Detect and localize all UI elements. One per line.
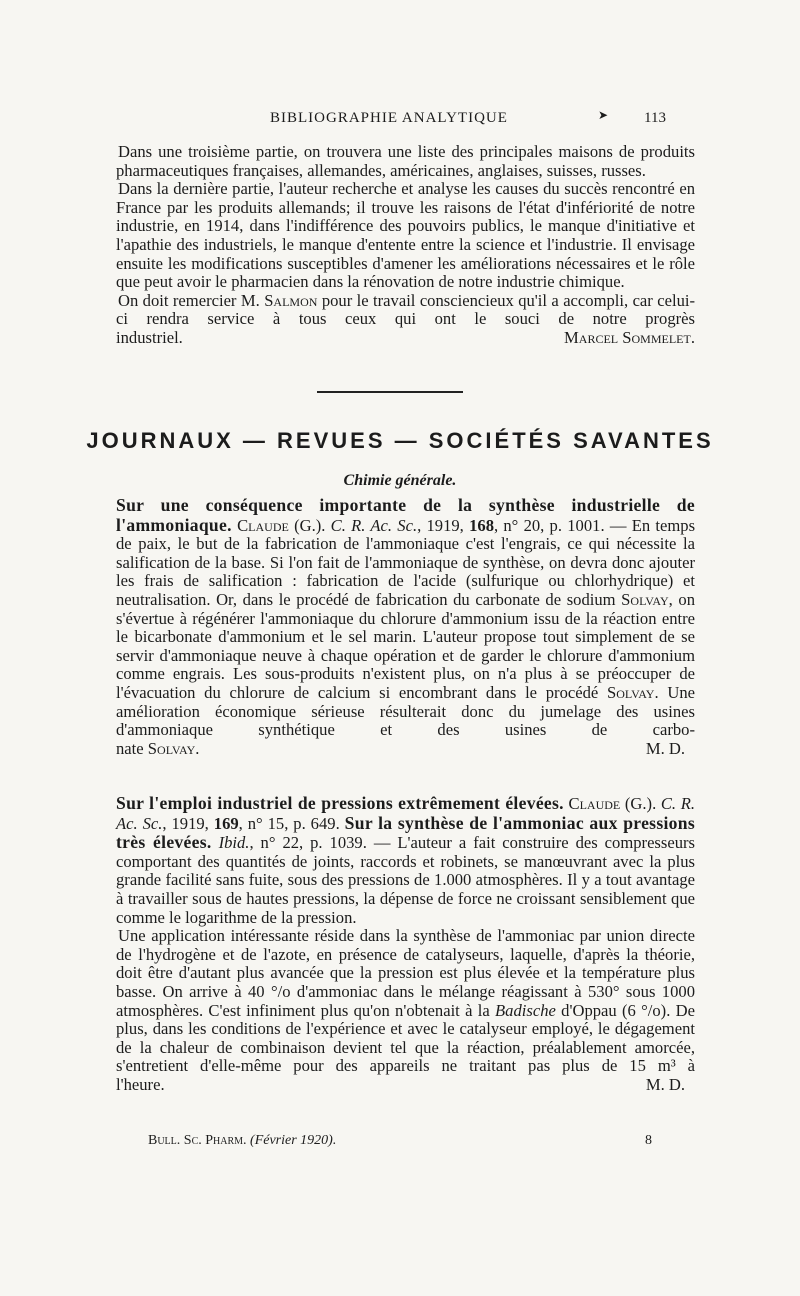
reviewer-signature: Marcel Sommelet. bbox=[564, 327, 695, 347]
article-author: Claude bbox=[237, 515, 289, 535]
paragraph: Une application intéressante réside dans la synthèse de l'ammoniac par union directe de l'hydrogène et de l'azote, en présence de catalyseurs, laquelle, d'après la théorie, doit être d'autant plus avancée que la pression est plus élevée et la température plus basse. On arrive à 40 °/o d'ammoniac dans le mélange réagissant à 530° sous 1000 atmosphères. C'est infiniment plus qu'on n'obtenait à la Badische d'Oppau (6 °/o). De plus, dans les conditions de l'expérience et avec le catalyseur employé, le dégagement de la chaleur de combinaison devient tel que la réaction, préalablement amorcée, s'entretient d'elle-même pour des appareils ne traitant pas plus de 15 m³ à bbox=[116, 926, 695, 1076]
running-header bbox=[0, 110, 800, 132]
section-heading: JOURNAUX — REVUES — SOCIÉTÉS SAVANTES bbox=[86, 428, 714, 453]
paragraph: On doit remercier M. Salmon pour le travail consciencieux qu'il a accompli, car celui-ci rendra service à tous ceux qui ont le souci de notre progrès bbox=[116, 290, 696, 329]
reviewer-signature: M. D. bbox=[645, 738, 685, 758]
article-entry bbox=[116, 794, 695, 1095]
article-body: Sur une conséquence importante de la synthèse industrielle de l'ammoniaque. Claude (G.). C. R. Ac. Sc., 1919, 168, n° 20, p. 1001. — En temps de paix, le but de la fabrication de l'ammoniaque c'est l'engrais, ce qui nécessite la salification de la base. Si l'on fait de l'ammoniaque de synthèse, on devra donc ajouter les frais de salification : fabrication de l'acide (sulfurique ou chlorhydrique) et neutralisation. Or, dans le procédé de fabrication du carbonate de sodium Solvay, on s'évertue à régénérer l'ammoniaque du chlorure d'ammonium issu de la réaction entre le bicarbonate d'ammonium et le sel marin. L'auteur propose tout simplement de se servir d'ammoniaque neuve à chaque opération et de garder le chlorure d'ammonium comme engrais. Les sous-produits n'existent plus, on n'a plus à se préoccuper de l'évacuation du chlorure de calcium si encombrant dans le procédé Solvay. Une amélioration économique sérieuse résulterait donc du jumelage des usines d'ammoniaque synthétique et des usines de carbo- bbox=[116, 495, 696, 740]
article-body: Sur l'emploi industriel de pressions extrêmement élevées. Claude (G.). C. R. Ac. Sc., 1919, 169, n° 15, p. 649. Sur la synthèse de l'ammoniac aux pressions très élevées. Ibid., n° 22, p. 1039. — L'auteur a fait construire des compresseurs comportant des quantités de joints, raccords et robinets, se manœuvrant avec la plus grande facilité sans fuite, sous des pressions de 1.000 atmosphères. Il y a tout avantage à travailler sous de hautes pressions, la dépense de force ne croissant sensiblement que comme le logarithme de la pression. bbox=[116, 793, 695, 927]
volume-number: 168 bbox=[469, 515, 494, 535]
footer-journal: Bull. Sc. Pharm. (Février 1920). bbox=[148, 1133, 337, 1148]
paragraph: Dans la dernière partie, l'auteur recherche et analyse les causes du succès rencontré en France par les produits allemands; il trouve les raisons de l'état d'infériorité de notre industrie, en 1914, dans l'indifférence des pouvoirs publics, le manque d'initiative et l'apathie des industriels, le manque d'entente entre la science et l'industrie. Il envisage ensuite les modifications susceptibles d'amener les améliorations nécessaires et le rôle que peut avoir le pharmacien dans la rénovation de notre industrie chimique. bbox=[116, 179, 695, 292]
article-title: Sur l'emploi industriel de pressions extrêmement élevées. bbox=[116, 793, 564, 813]
volume-number: 169 bbox=[213, 813, 239, 833]
signature-line: l'heure. M. D. bbox=[116, 1074, 685, 1094]
signature-mark: 8 bbox=[645, 1133, 652, 1148]
journal-name: C. R. Ac. Sc. bbox=[330, 515, 418, 535]
page-footer bbox=[0, 1133, 800, 1153]
header-title: BIBLIOGRAPHIE ANALYTIQUE bbox=[270, 110, 508, 126]
arrow-mark-icon: ➤ bbox=[598, 108, 609, 122]
author-name: Salmon bbox=[264, 290, 318, 310]
reviewer-signature: M. D. bbox=[645, 1074, 685, 1094]
article-entry bbox=[116, 496, 695, 758]
journal-name: C. R. Ac. Sc. bbox=[116, 794, 695, 833]
section-divider bbox=[317, 391, 463, 393]
signature-line: industriel. Marcel Sommelet. bbox=[116, 327, 695, 347]
paragraph: Dans une troisième partie, on trouvera une liste des principales maisons de produits pharmaceutiques françaises, allemandes, américaines, anglaises, suisses, russes. bbox=[116, 142, 695, 180]
article-author: Claude bbox=[568, 794, 621, 813]
page-number: 113 bbox=[644, 110, 666, 126]
subsection-heading: Chimie générale. bbox=[343, 472, 457, 489]
review-conclusion bbox=[116, 143, 695, 348]
signature-line: nate Solvay. M. D. bbox=[116, 738, 685, 758]
article-title-2: Sur la synthèse de l'ammoniac aux pressions très élevées. bbox=[116, 812, 695, 853]
article-title: Sur une conséquence importante de la synthèse industrielle de l'ammoniaque. bbox=[116, 495, 695, 535]
